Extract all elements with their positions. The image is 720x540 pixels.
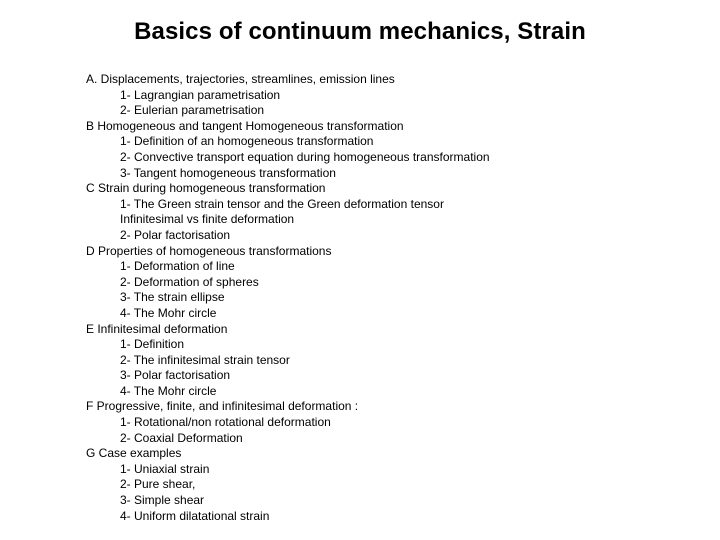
outline-subitem: 2- The infinitesimal strain tensor [120,352,290,367]
outline-subitem: 1- Definition of an homogeneous transformation [120,134,374,149]
outline-subitem: 3- The strain ellipse [120,290,225,305]
outline-subitem: 4- The Mohr circle [120,383,217,398]
outline-list [86,72,706,524]
outline-subitem: 2- Coaxial Deformation [120,430,243,445]
outline-subitem: 3- Simple shear [120,493,205,508]
outline-section: G Case examples [86,446,182,461]
outline-section: B Homogeneous and tangent Homogeneous transformation [86,118,404,133]
outline-subitem: 2- Convective transport equation during homogeneous transformation [120,149,490,164]
outline-section: E Infinitesimal deformation [86,321,228,336]
outline-subitem: 1- Lagrangian parametrisation [120,87,281,102]
outline-section: C Strain during homogeneous transformation [86,181,326,196]
outline-subitem: 1- Definition [120,337,185,352]
outline-subitem: 2- Deformation of spheres [120,274,259,289]
outline-subitem: 1- Deformation of line [120,259,235,274]
outline-section: D Properties of homogeneous transformations [86,243,332,258]
outline-subitem: 2- Eulerian parametrisation [120,103,265,118]
outline-subitem: 1- Rotational/non rotational deformation [120,415,331,430]
outline-subitem: 1- The Green strain tensor and the Green deformation tensor [120,196,444,211]
outline-subitem: 4- The Mohr circle [120,305,217,320]
outline-subitem: Infinitesimal vs finite deformation [120,212,295,227]
outline-section: F Progressive, finite, and infinitesimal deformation : [86,399,359,414]
outline-subitem: 3- Tangent homogeneous transformation [120,165,336,180]
outline-subitem: 3- Polar factorisation [120,368,231,383]
slide-title: Basics of continuum mechanics, Strain [134,18,586,45]
outline-subitem: 1- Uniaxial strain [120,461,210,476]
outline-subitem: 2- Pure shear, [120,477,196,492]
outline-subitem: 4- Uniform dilatational strain [120,508,270,523]
outline-section: A. Displacements, trajectories, streamlines, emission lines [86,72,395,86]
outline-subitem: 2- Polar factorisation [120,227,231,242]
